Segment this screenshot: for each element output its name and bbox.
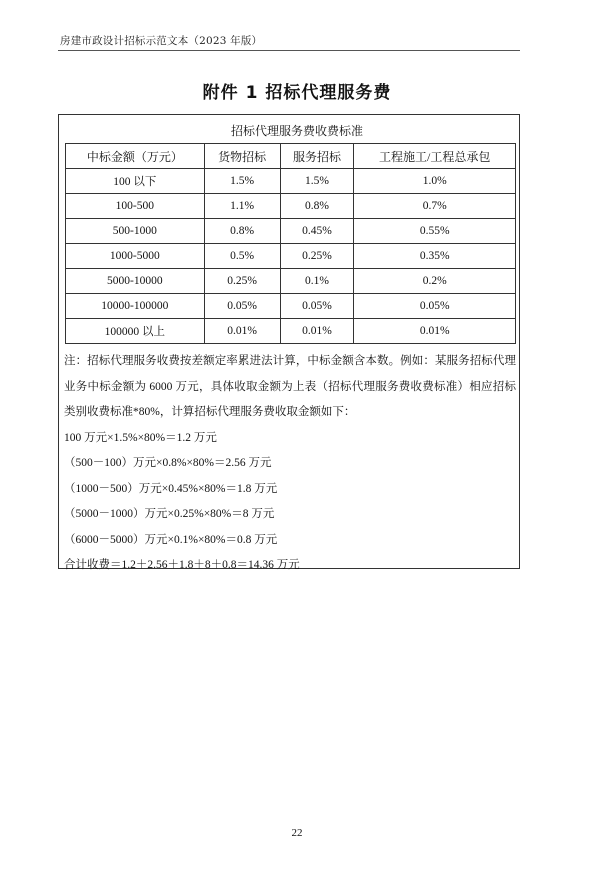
goods-rate-cell: 0.5% (204, 244, 280, 269)
amount-cell: 5000-10000 (66, 269, 205, 294)
services-rate-cell: 0.25% (280, 244, 354, 269)
fee-standard-table (65, 143, 516, 344)
table-row (66, 269, 516, 294)
running-header: 房建市政设计招标示范文本（2023 年版） (60, 35, 263, 47)
header-divider (58, 50, 520, 51)
amount-cell: 10000-100000 (66, 294, 205, 319)
services-rate-cell: 0.45% (280, 219, 354, 244)
amount-cell: 100 以下 (66, 169, 205, 194)
column-header-construction: 工程施工/工程总承包 (354, 144, 516, 169)
page-number: 22 (291, 827, 303, 839)
construction-rate-cell: 1.0% (354, 169, 516, 194)
goods-rate-cell: 0.25% (204, 269, 280, 294)
amount-cell: 500-1000 (66, 219, 205, 244)
construction-rate-cell: 0.55% (354, 219, 516, 244)
page-title: 附件 1 招标代理服务费 (202, 83, 392, 103)
goods-rate-cell: 0.01% (204, 319, 280, 344)
construction-rate-cell: 0.35% (354, 244, 516, 269)
note-paragraph: 注：招标代理服务收费按差额定率累进法计算，中标金额含本数。例如：某服务招标代理业务中标金额为 6000 万元，具体收取金额为上表（招标代理服务费收费标准）相应招标类别收费标准*80%，计算招标代理服务费收取金额如下： (64, 355, 516, 418)
table-row (66, 194, 516, 219)
services-rate-cell: 0.8% (280, 194, 354, 219)
table-row (66, 219, 516, 244)
goods-rate-cell: 1.1% (204, 194, 280, 219)
calculation-line: （500－100）万元×0.8%×80%＝2.56 万元 (64, 457, 272, 469)
construction-rate-cell: 0.05% (354, 294, 516, 319)
calculation-line: 100 万元×1.5%×80%＝1.2 万元 (64, 431, 217, 444)
table-row (66, 294, 516, 319)
table-row (66, 169, 516, 194)
table-header-row (66, 144, 516, 169)
amount-cell: 100-500 (66, 194, 205, 219)
services-rate-cell: 1.5% (280, 169, 354, 194)
column-header-goods: 货物招标 (204, 144, 280, 169)
goods-rate-cell: 0.05% (204, 294, 280, 319)
fee-notes (64, 349, 516, 579)
services-rate-cell: 0.01% (280, 319, 354, 344)
calculation-total-line: 合计收费＝1.2＋2.56＋1.8＋8＋0.8＝14.36 万元 (64, 559, 300, 571)
services-rate-cell: 0.05% (280, 294, 354, 319)
amount-cell: 1000-5000 (66, 244, 205, 269)
services-rate-cell: 0.1% (280, 269, 354, 294)
column-header-amount: 中标金额（万元） (66, 144, 205, 169)
goods-rate-cell: 0.8% (204, 219, 280, 244)
construction-rate-cell: 0.7% (354, 194, 516, 219)
column-header-services: 服务招标 (280, 144, 354, 169)
calculation-line: （6000－5000）万元×0.1%×80%＝0.8 万元 (64, 533, 278, 546)
table-row (66, 319, 516, 344)
table-caption: 招标代理服务费收费标准 (230, 124, 363, 138)
construction-rate-cell: 0.2% (354, 269, 516, 294)
goods-rate-cell: 1.5% (204, 169, 280, 194)
table-row (66, 244, 516, 269)
calculation-line: （1000－500）万元×0.45%×80%＝1.8 万元 (64, 482, 278, 495)
calculation-line: （5000－1000）万元×0.25%×80%＝8 万元 (64, 508, 275, 520)
amount-cell: 100000 以上 (66, 319, 205, 344)
construction-rate-cell: 0.01% (354, 319, 516, 344)
